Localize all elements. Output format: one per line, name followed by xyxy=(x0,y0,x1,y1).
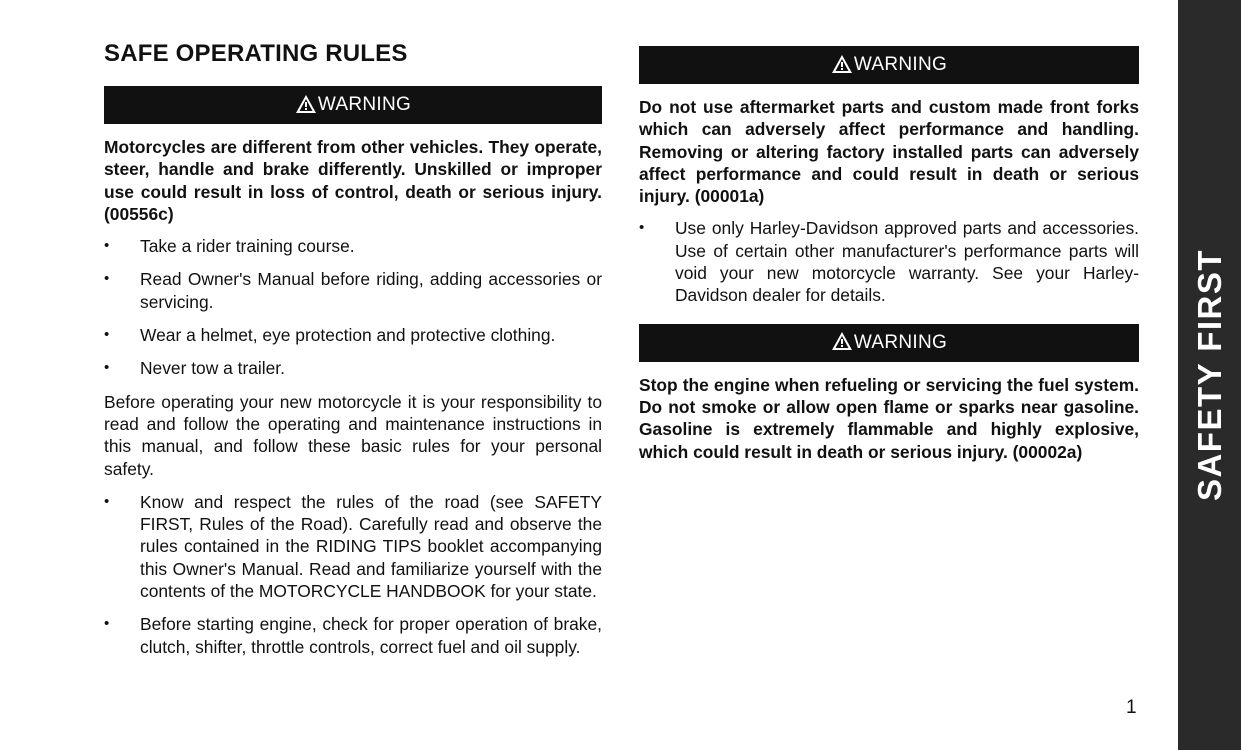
warning-triangle-icon xyxy=(831,331,853,351)
warning-banner xyxy=(639,324,1139,362)
warning-text: Stop the engine when refueling or servicing the fuel system. Do not smoke or allow open flame or sparks near gasoline. Gasoline is extremely flammable and highly explosive, which could result in death or serious injury. (00002a) xyxy=(639,374,1139,462)
list-item: • Know and respect the rules of the road (see SAFETY FIRST, Rules of the Road). Carefully read and observe the rules contained in the RIDING TIPS booklet accompanying this Owner's Manual. Read and familiarize yourself with the contents of the MOTORCYCLE HANDBOOK for your state. xyxy=(104,491,602,602)
safety-bullet-list xyxy=(104,235,602,379)
bullet-icon: • xyxy=(639,219,645,237)
parts-bullet-list xyxy=(639,217,1139,306)
list-item: • Read Owner's Manual before riding, adding accessories or servicing. xyxy=(104,269,602,312)
section-tab xyxy=(1178,0,1241,750)
bullet-icon: • xyxy=(104,326,110,344)
section-tab-label: SAFETY FIRST xyxy=(1190,248,1228,502)
bullet-icon: • xyxy=(104,492,110,510)
warning-banner xyxy=(639,46,1139,84)
list-item: • Wear a helmet, eye protection and protective clothing. xyxy=(104,325,556,346)
warning-triangle-icon xyxy=(831,54,853,74)
list-item: • Take a rider training course. xyxy=(104,236,355,257)
bullet-icon: • xyxy=(104,270,110,288)
bullet-icon: • xyxy=(104,615,110,633)
rules-bullet-list xyxy=(104,491,602,658)
warning-label: WARNING xyxy=(317,94,412,115)
list-item: • Never tow a trailer. xyxy=(104,358,285,379)
warning-text: Do not use aftermarket parts and custom made front forks which can adversely affect performance and handling. Removing or altering factory installed parts can adversely affect performance and could result in death or serious injury. (00001a) xyxy=(639,97,1139,207)
warning-label: WARNING xyxy=(853,331,948,353)
list-item: • Use only Harley-Davidson approved parts and accessories. Use of certain other manufacturer's performance parts will void your new motorcycle warranty. See your Harley-Davidson dealer for details. xyxy=(639,218,1139,306)
warning-triangle-icon xyxy=(295,94,317,114)
right-column xyxy=(639,46,1139,473)
bullet-icon: • xyxy=(104,237,110,255)
bullet-icon: • xyxy=(104,359,110,377)
warning-text: Motorcycles are different from other vehicles. They operate, steer, handle and brake differently. Unskilled or improper use could result in loss of control, death or serious injury. (00556c) xyxy=(104,137,602,224)
page-number: 1 xyxy=(1126,697,1137,718)
list-item: • Before starting engine, check for proper operation of brake, clutch, shifter, throttle controls, correct fuel and oil supply. xyxy=(104,614,602,657)
warning-label: WARNING xyxy=(853,54,948,75)
left-column xyxy=(104,86,602,669)
warning-banner xyxy=(104,86,602,124)
page-title: SAFE OPERATING RULES xyxy=(104,40,408,67)
intro-paragraph: Before operating your new motorcycle it is your responsibility to read and follow the operating and maintenance instructions in this manual, and follow these basic rules for your personal safety. xyxy=(104,391,602,479)
